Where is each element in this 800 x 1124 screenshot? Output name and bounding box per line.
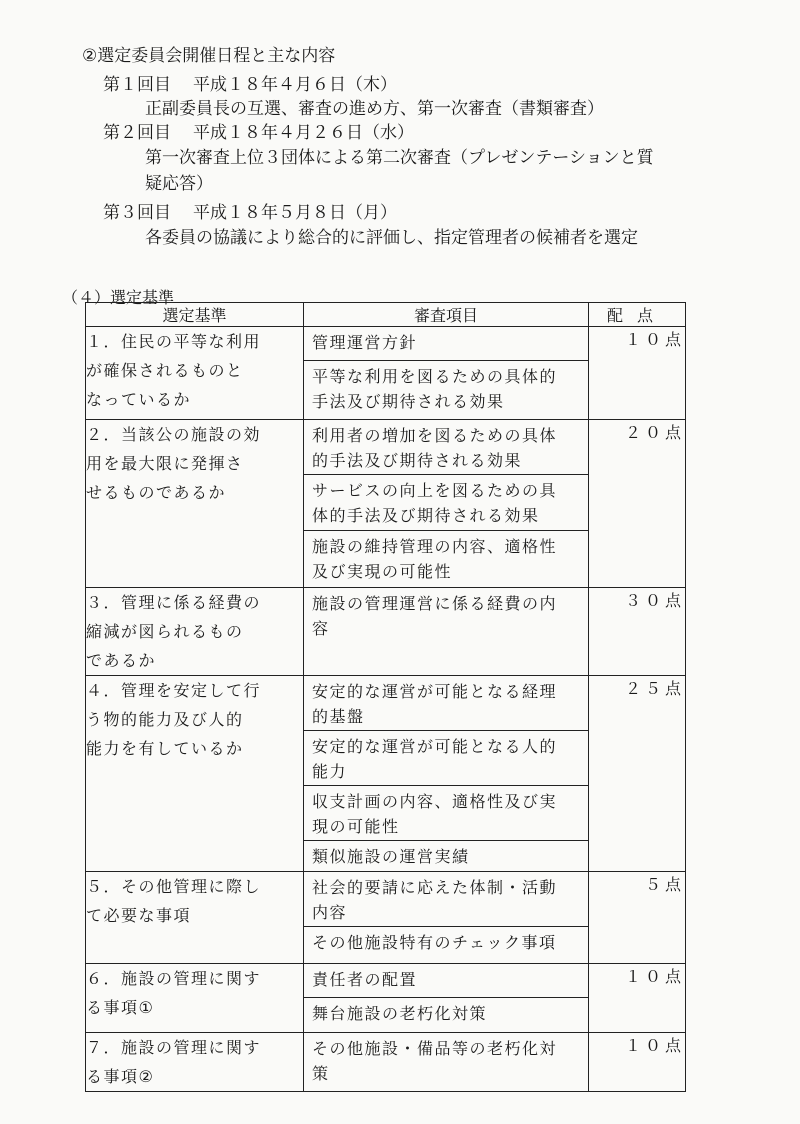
- review-item-line: 安定的な運営が可能となる経理: [312, 682, 558, 701]
- meeting-label: 第１回目: [103, 75, 171, 95]
- criteria-cell: [86, 327, 304, 420]
- review-item: [304, 731, 588, 786]
- review-item-line: 管理運営方針: [312, 333, 418, 352]
- table-row: [86, 327, 686, 420]
- items-cell: [304, 588, 589, 676]
- review-item-line: 責任者の配置: [312, 970, 418, 989]
- review-item-line: 体的手法及び期待される効果: [312, 506, 540, 525]
- review-item-line: 的基盤: [312, 707, 365, 726]
- review-item-line: 能力: [312, 762, 348, 781]
- criteria-line: 用を最大限に発揮さ: [86, 454, 244, 473]
- items-cell: [304, 872, 589, 964]
- review-item-line: 施設の管理運営に係る経費の内: [312, 594, 558, 613]
- points-cell: ２５点: [589, 676, 686, 872]
- criteria-line: ２．当該公の施設の効: [86, 425, 262, 444]
- review-item: [304, 676, 588, 731]
- review-item-line: 利用者の増加を図るための具体: [312, 426, 558, 445]
- review-item: [304, 841, 588, 871]
- meeting-label: 第２回目: [103, 123, 171, 143]
- review-item-line: 社会的要請に応えた体制・活動: [312, 878, 558, 897]
- review-item-line: サービスの向上を図るための具: [312, 481, 558, 500]
- criteria-line: ４．管理を安定して行: [86, 681, 262, 700]
- review-item-line: 容: [312, 619, 330, 638]
- review-item-line: 的手法及び期待される効果: [312, 451, 523, 470]
- review-item: [304, 361, 588, 419]
- review-item: [304, 588, 588, 644]
- table-row: [86, 420, 686, 588]
- review-item-line: 手法及び期待される効果: [312, 392, 505, 411]
- review-item: [304, 420, 588, 475]
- meeting-1: [103, 75, 397, 95]
- review-item: [304, 1033, 588, 1089]
- review-item-line: 施設の維持管理の内容、適格性: [312, 537, 558, 556]
- criteria-line: が確保されるものと: [86, 361, 244, 380]
- review-item-line: 収支計画の内容、適格性及び実: [312, 792, 558, 811]
- meeting-date: 平成１８年４月６日（木）: [193, 75, 397, 95]
- criteria-line: せるものであるか: [86, 483, 227, 502]
- criteria-line: なっているか: [86, 390, 192, 409]
- meeting-3: [103, 203, 397, 223]
- review-item-line: 策: [312, 1064, 330, 1083]
- criteria-line: て必要な事項: [86, 906, 192, 925]
- items-cell: [304, 964, 589, 1033]
- criteria-cell: [86, 676, 304, 872]
- criteria-line: ７．施設の管理に関す: [86, 1038, 262, 1057]
- points-cell: ２０点: [589, 420, 686, 588]
- review-item-line: 内容: [312, 903, 348, 922]
- meeting-date: 平成１８年５月８日（月）: [193, 203, 397, 223]
- header-criteria: 選定基準: [86, 303, 304, 327]
- review-item: [304, 927, 588, 963]
- schedule-heading: ②選定委員会開催日程と主な内容: [82, 46, 336, 66]
- points-cell: １０点: [589, 964, 686, 1033]
- table-header-row: [86, 303, 686, 327]
- points-cell: １０点: [589, 327, 686, 420]
- review-item-line: 平等な利用を図るための具体的: [312, 367, 558, 386]
- criteria-line: ３．管理に係る経費の: [86, 593, 262, 612]
- criteria-line: 縮減が図られるもの: [86, 622, 244, 641]
- meeting-label: 第３回目: [103, 203, 171, 223]
- criteria-cell: [86, 872, 304, 964]
- table-row: [86, 676, 686, 872]
- meeting-description: 第一次審査上位３団体による第二次審査（プレゼンテーションと質: [145, 148, 654, 168]
- items-cell: [304, 327, 589, 420]
- points-cell: ５点: [589, 872, 686, 964]
- review-item-line: 現の可能性: [312, 817, 400, 836]
- criteria-table: [85, 302, 686, 1092]
- review-item-line: 及び実現の可能性: [312, 562, 453, 581]
- points-cell: １０点: [589, 1033, 686, 1092]
- criteria-line: る事項②: [86, 1067, 155, 1086]
- header-points: 配点: [589, 303, 686, 327]
- criteria-cell: [86, 1033, 304, 1092]
- review-item-line: 安定的な運営が可能となる人的: [312, 737, 558, 756]
- table-row: [86, 964, 686, 1033]
- criteria-cell: [86, 588, 304, 676]
- criteria-line: １．住民の平等な利用: [86, 332, 262, 351]
- table-row: [86, 872, 686, 964]
- criteria-cell: [86, 420, 304, 588]
- meeting-2: [103, 123, 414, 143]
- review-item: [304, 872, 588, 927]
- criteria-line: う物的能力及び人的: [86, 710, 244, 729]
- table-row: [86, 588, 686, 676]
- table-row: [86, 1033, 686, 1092]
- header-items: 審査項目: [304, 303, 589, 327]
- criteria-line: であるか: [86, 651, 157, 670]
- meeting-date: 平成１８年４月２６日（水）: [193, 123, 414, 143]
- items-cell: [304, 420, 589, 588]
- criteria-line: ６．施設の管理に関す: [86, 969, 262, 988]
- review-item: [304, 786, 588, 841]
- review-item: [304, 327, 588, 361]
- review-item-line: 舞台施設の老朽化対策: [312, 1004, 488, 1023]
- review-item: [304, 964, 588, 998]
- criteria-line: ５．その他管理に際し: [86, 877, 262, 896]
- review-item-line: 類似施設の運営実績: [312, 847, 470, 866]
- criteria-line: 能力を有しているか: [86, 739, 244, 758]
- meeting-description: 疑応答）: [145, 174, 213, 194]
- items-cell: [304, 1033, 589, 1092]
- review-item-line: その他施設・備品等の老朽化対: [312, 1039, 558, 1058]
- criteria-line: る事項①: [86, 998, 155, 1017]
- review-item: [304, 998, 588, 1032]
- meeting-description: 正副委員長の互選、審査の進め方、第一次審査（書類審査）: [145, 99, 604, 119]
- points-cell: ３０点: [589, 588, 686, 676]
- criteria-cell: [86, 964, 304, 1033]
- review-item: [304, 475, 588, 531]
- items-cell: [304, 676, 589, 872]
- meeting-description: 各委員の協議により総合的に評価し、指定管理者の候補者を選定: [145, 228, 638, 248]
- review-item: [304, 531, 588, 587]
- review-item-line: その他施設特有のチェック事項: [312, 933, 557, 952]
- section-title: （４）選定基準: [62, 288, 175, 307]
